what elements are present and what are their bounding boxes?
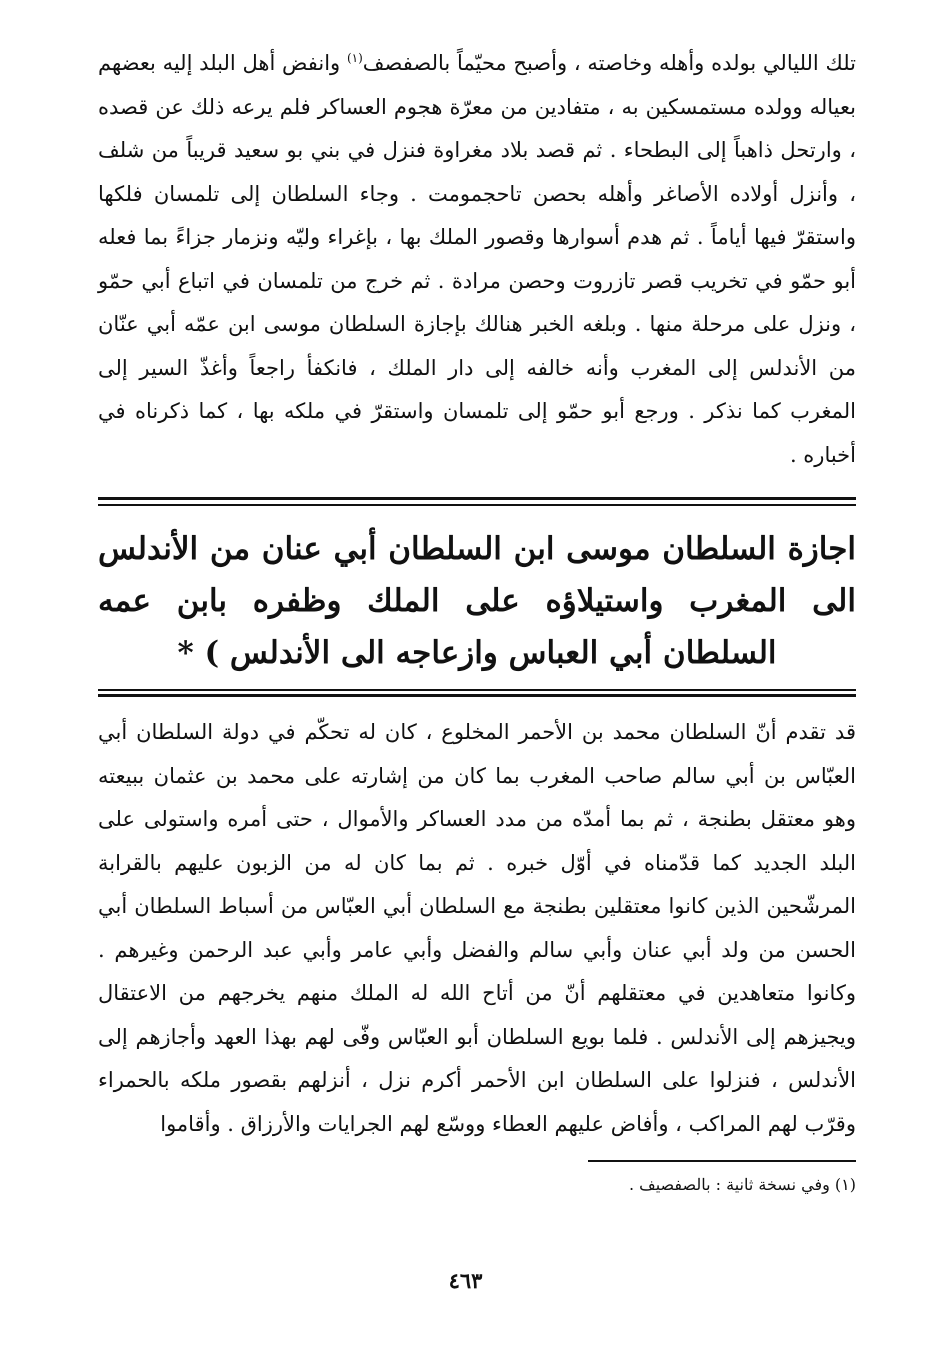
heading-bottom-rule bbox=[98, 689, 856, 699]
footnote-reference-mark: (١) bbox=[346, 51, 363, 65]
heading-top-rule bbox=[98, 497, 856, 507]
paragraph-1-text-start: تلك الليالي بولده وأهله وخاصته ، وأصبح محيّماً بالصفصف bbox=[362, 51, 856, 75]
body-paragraph-2: قد تقدم أنّ السلطان محمد بن الأحمر المخلوع ، كان له تحكّم في دولة السلطان أبي العبّاس بن أبي سالم صاحب المغرب بما كان من إشارته على محمد بن عثمان ببيعته وهو معتقل بطنجة ، ثم بما أمدّه من مدد العساكر والأموال ، حتى أمره واستولى على البلد الجديد كما قدّمناه في أوّل خبره . ثم بما كان له من الزبون عليهم بالقرابة المرشّحين الذين كانوا معتقلين بطنجة مع السلطان أبي العبّاس من أسباط السلطان أبي الحسن من ولد أبي عنان وأبي سالم والفضل وأبي عامر وأبي عبد الرحمن وغيرهم . وكانوا متعاهدين في معتقلهم أنّ من أتاح الله له الملك منهم يخرجهم من الاعتقال ويجيزهم إلى الأندلس . فلما بويع السلطان أبو العبّاس وفّى لهم بهذا العهد وأجازهم إلى الأندلس ، فنزلوا على السلطان ابن الأحمر أكرم نزل ، أنزلهم بقصور ملكه بالحمراء وقرّب لهم المراكب ، وأفاض عليهم العطاء ووسّع لهم الجرايات والأرزاق . وأقاموا bbox=[98, 720, 856, 1136]
footnote: (١) وفي نسخة ثانية : بالصفصيف . bbox=[628, 1174, 856, 1194]
body-paragraph-1 bbox=[98, 42, 856, 477]
heading-bottom-rule-thick-line bbox=[98, 694, 856, 697]
heading-top-rule-thick-line bbox=[98, 497, 856, 500]
page-body bbox=[98, 42, 856, 1214]
heading-top-rule-thin-line bbox=[98, 504, 856, 506]
section-heading: اجازة السلطان موسى ابن السلطان أبي عنان من الأندلس الى المغرب واستيلاؤه على الملك وظفره بابن عمه السلطان أبي العباس وازعاجه الى الأندلس ) * bbox=[98, 531, 856, 671]
footnote-separator bbox=[588, 1160, 856, 1162]
heading-bottom-rule-thin-line bbox=[98, 689, 856, 691]
page-number: ٤٦٣ bbox=[448, 1268, 483, 1293]
paragraph-1-text-end: وانفض أهل البلد إليه بعضهم بعياله وولده مستمسكين به ، متفادين من معرّة هجوم العساكر فلم يرعه ذلك عن قصده ، وارتحل ذاهباً إلى البطحاء . ثم قصد بلاد مغراوة فنزل في بني بو سعيد قريباً من شلف ، وأنزل أولاده الأصاغر وأهله بحصن تاحجمومت . وجاء السلطان إلى تلمسان فلكها واستقرّ فيها أياماً . ثم هدم أسوارها وقصور الملك بها ، بإغراء وليّه ونزمار جزاءً بما فعله أبو حمّو في تخريب قصر تازروت وحصن مرادة . ثم خرج من تلمسان في اتباع أبي حمّو ، ونزل على مرحلة منها . وبلغه الخبر هنالك بإجازة السلطان موسى ابن عمّه أبي عنّان من الأندلس إلى المغرب وأنه خالفه إلى دار الملك ، فانكفأ راجعاً وأغذّ السير إلى المغرب كما نذكر . ورجع أبو حمّو إلى تلمسان واستقرّ في ملكه بها ، كما ذكرناه في أخباره . bbox=[98, 51, 856, 467]
